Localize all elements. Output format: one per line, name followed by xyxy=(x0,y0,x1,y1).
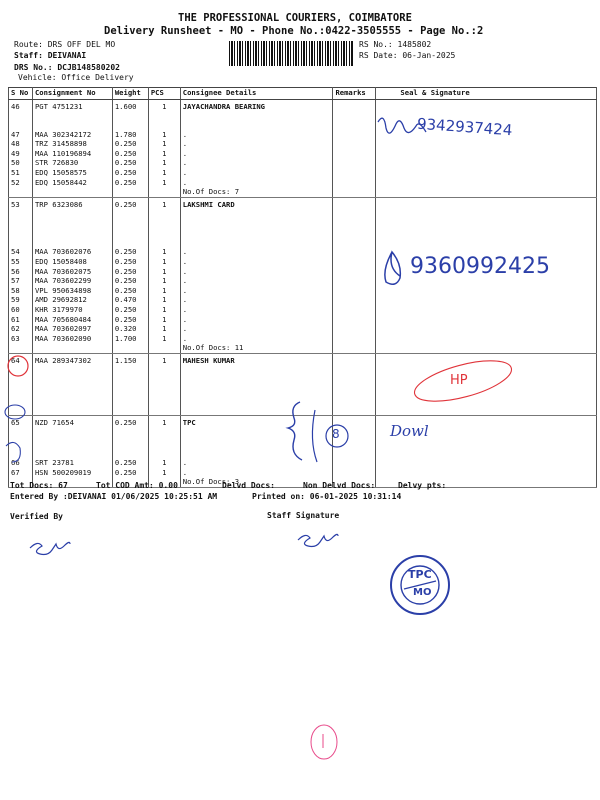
row-weight: 1.150 xyxy=(112,353,148,365)
printed-on: Printed on: 06-01-2025 10:31:14 xyxy=(252,492,402,501)
col-pcs: PCS xyxy=(148,88,180,100)
row-sno: 67 xyxy=(9,468,33,478)
staff-signature-mark xyxy=(298,534,338,546)
drs-number: DRS No.: DCJB148580202 xyxy=(14,63,120,72)
row-consignment: MAA 302342172 xyxy=(32,130,112,140)
stamp-text-mo: MO xyxy=(413,587,432,598)
row-sno: 48 xyxy=(9,139,33,149)
docs-count: No.Of Docs: 3 xyxy=(180,477,333,487)
row-pcs: 1 xyxy=(148,334,180,344)
row-consignment: EDQ 15058575 xyxy=(32,168,112,178)
row-consignment: PGT 4751231 xyxy=(32,100,112,112)
signature-lakshmi-mark xyxy=(385,252,400,284)
row-consignee: . xyxy=(180,295,333,305)
runsheet-subtitle: Delivery Runsheet - MO - Phone No.:0422-3505555 - Page No.:2 xyxy=(104,25,484,37)
row-weight: 0.250 xyxy=(112,468,148,478)
row-consignment: EDQ 15058408 xyxy=(32,257,112,267)
row-sno: 46 xyxy=(9,100,33,112)
row-pcs: 1 xyxy=(148,247,180,257)
row-pcs: 1 xyxy=(148,257,180,267)
row-pcs: 1 xyxy=(148,149,180,159)
docs-count: No.Of Docs: 11 xyxy=(180,343,333,353)
row-weight: 0.250 xyxy=(112,267,148,277)
row-pcs: 1 xyxy=(148,353,180,365)
row-consignment: TRP 6323086 xyxy=(32,197,112,209)
row-pcs: 1 xyxy=(148,197,180,209)
row-pcs: 1 xyxy=(148,324,180,334)
row-sno: 54 xyxy=(9,247,33,257)
row-weight: 0.250 xyxy=(112,257,148,267)
row-weight: 0.250 xyxy=(112,158,148,168)
circle-64-mark xyxy=(8,356,28,376)
col-consignee: Consignee Details xyxy=(180,88,333,100)
row-consignment: MAA 703602299 xyxy=(32,276,112,286)
row-consignee: . xyxy=(180,324,333,334)
row-sno: 52 xyxy=(9,178,33,188)
row-consignment: TRZ 31458898 xyxy=(32,139,112,149)
verified-by-label: Verified By xyxy=(10,512,63,521)
row-sno: 66 xyxy=(9,458,33,468)
col-seal-signature: Seal & Signature xyxy=(376,88,597,100)
circle-65-mark xyxy=(5,405,25,419)
row-consignment: STR 726830 xyxy=(32,158,112,168)
rs-number: RS No.: 1485802 xyxy=(359,40,432,49)
row-weight: 0.250 xyxy=(112,168,148,178)
row-consignee: . xyxy=(180,276,333,286)
row-sno: 53 xyxy=(9,197,33,209)
company-name: THE PROFESSIONAL COURIERS, COIMBATORE xyxy=(178,12,412,24)
row-pcs: 1 xyxy=(148,295,180,305)
row-pcs: 1 xyxy=(148,468,180,478)
staff-label: Staff: DEIVANAI xyxy=(14,51,87,60)
row-pcs: 1 xyxy=(148,139,180,149)
row-sno: 62 xyxy=(9,324,33,334)
row-sno: 51 xyxy=(9,168,33,178)
row-sno: 61 xyxy=(9,315,33,325)
row-sno: 64 xyxy=(9,353,33,365)
row-weight: 0.250 xyxy=(112,305,148,315)
handwritten-hp: HP xyxy=(450,373,468,388)
row-weight: 0.250 xyxy=(112,416,148,428)
row-sno: 57 xyxy=(9,276,33,286)
tpc-stamp xyxy=(391,556,449,614)
col-remarks: Remarks xyxy=(333,88,376,100)
brace-mark xyxy=(288,402,302,460)
row-sno: 60 xyxy=(9,305,33,315)
handwritten-eight: 8 xyxy=(332,427,340,441)
delivered-docs: Delvd Docs: xyxy=(222,481,275,490)
row-consignee: . xyxy=(180,158,333,168)
row-pcs: 1 xyxy=(148,286,180,296)
row-weight: 1.700 xyxy=(112,334,148,344)
row-sno: 58 xyxy=(9,286,33,296)
row-consignment: KHR 3179970 xyxy=(32,305,112,315)
row-consignment: MAA 703602075 xyxy=(32,267,112,277)
row-weight: 0.250 xyxy=(112,178,148,188)
row-pcs: 1 xyxy=(148,416,180,428)
row-weight: 0.250 xyxy=(112,276,148,286)
row-consignee: . xyxy=(180,305,333,315)
row-consignment: HSN 500209019 xyxy=(32,468,112,478)
row-consignment: MAA 110196894 xyxy=(32,149,112,159)
total-cod: Tot COD Amt: 0.00 xyxy=(96,481,178,490)
row-consignee: . xyxy=(180,267,333,277)
row-pcs: 1 xyxy=(148,100,180,112)
row-sno: 50 xyxy=(9,158,33,168)
row-pcs: 1 xyxy=(148,276,180,286)
row-consignee: . xyxy=(180,149,333,159)
verified-by-signature xyxy=(30,542,70,554)
row-consignee: . xyxy=(180,247,333,257)
row-pcs: 1 xyxy=(148,178,180,188)
row-consignment: AMD 29692812 xyxy=(32,295,112,305)
row-weight: 0.250 xyxy=(112,286,148,296)
row-consignee: MAHESH KUMAR xyxy=(180,353,333,365)
row-weight: 0.250 xyxy=(112,197,148,209)
circle-66-67-mark xyxy=(6,442,20,462)
row-consignment: NZD 71654 xyxy=(32,416,112,428)
row-pcs: 1 xyxy=(148,315,180,325)
row-weight: 0.320 xyxy=(112,324,148,334)
row-consignee: . xyxy=(180,468,333,478)
row-weight: 0.250 xyxy=(112,149,148,159)
row-consignee: . xyxy=(180,168,333,178)
row-pcs: 1 xyxy=(148,305,180,315)
col-sno: S No xyxy=(9,88,33,100)
row-weight: 0.250 xyxy=(112,458,148,468)
row-consignment: MAA 289347302 xyxy=(32,353,112,365)
row-consignee: TPC xyxy=(180,416,333,428)
row-sno: 55 xyxy=(9,257,33,267)
row-weight: 0.250 xyxy=(112,315,148,325)
row-weight: 0.250 xyxy=(112,247,148,257)
row-weight: 0.250 xyxy=(112,139,148,149)
row-consignment: MAA 703602076 xyxy=(32,247,112,257)
entered-by: Entered By :DEIVANAI 01/06/2025 10:25:51 AM xyxy=(10,492,218,501)
row-consignee: . xyxy=(180,286,333,296)
row-consignee: . xyxy=(180,130,333,140)
row-consignee: . xyxy=(180,139,333,149)
row-consignee: . xyxy=(180,178,333,188)
handwritten-dowl: Dowl xyxy=(390,422,429,440)
row-sno: 47 xyxy=(9,130,33,140)
row-consignee: . xyxy=(180,458,333,468)
delivery-points: Delvy pts: xyxy=(398,481,447,490)
brace-line-mark xyxy=(312,410,317,462)
row-consignment: MAA 703602097 xyxy=(32,324,112,334)
row-sno: 56 xyxy=(9,267,33,277)
row-sno: 59 xyxy=(9,295,33,305)
row-consignee: . xyxy=(180,315,333,325)
row-pcs: 1 xyxy=(148,168,180,178)
docs-count: No.Of Docs: 7 xyxy=(180,187,333,197)
row-weight: 1.600 xyxy=(112,100,148,112)
handwritten-phone-2: 9360992425 xyxy=(410,254,550,279)
row-consignment: MAA 703602090 xyxy=(32,334,112,344)
row-consignment: EDQ 15058442 xyxy=(32,178,112,188)
row-consignee: . xyxy=(180,257,333,267)
row-consignee: LAKSHMI CARD xyxy=(180,197,333,209)
row-consignee: . xyxy=(180,334,333,344)
row-sno: 63 xyxy=(9,334,33,344)
row-consignment: SRT 23781 xyxy=(32,458,112,468)
route-label: Route: DRS OFF DEL MO xyxy=(14,40,116,49)
vehicle-label: Vehicle: Office Delivery xyxy=(18,73,134,82)
col-weight: Weight xyxy=(112,88,148,100)
row-pcs: 1 xyxy=(148,267,180,277)
handwritten-phone-1: 9342937424 xyxy=(416,114,513,140)
non-delivered-docs: Non Delvd Docs: xyxy=(303,481,376,490)
row-consignment: VPL 950634898 xyxy=(32,286,112,296)
row-weight: 1.780 xyxy=(112,130,148,140)
staff-signature-label: Staff Signature xyxy=(267,511,340,520)
row-pcs: 1 xyxy=(148,458,180,468)
row-pcs: 1 xyxy=(148,130,180,140)
stamp-text-tpc: TPC xyxy=(408,568,432,581)
pink-mark xyxy=(311,725,337,759)
row-consignment: MAA 705680484 xyxy=(32,315,112,325)
row-consignee: JAYACHANDRA BEARING xyxy=(180,100,333,112)
row-weight: 0.470 xyxy=(112,295,148,305)
rs-date: RS Date: 06-Jan-2025 xyxy=(359,51,456,60)
row-pcs: 1 xyxy=(148,158,180,168)
row-sno: 49 xyxy=(9,149,33,159)
col-consignment: Consignment No xyxy=(32,88,112,100)
total-docs: Tot Docs: 67 xyxy=(10,481,68,490)
row-sno: 65 xyxy=(9,416,33,428)
